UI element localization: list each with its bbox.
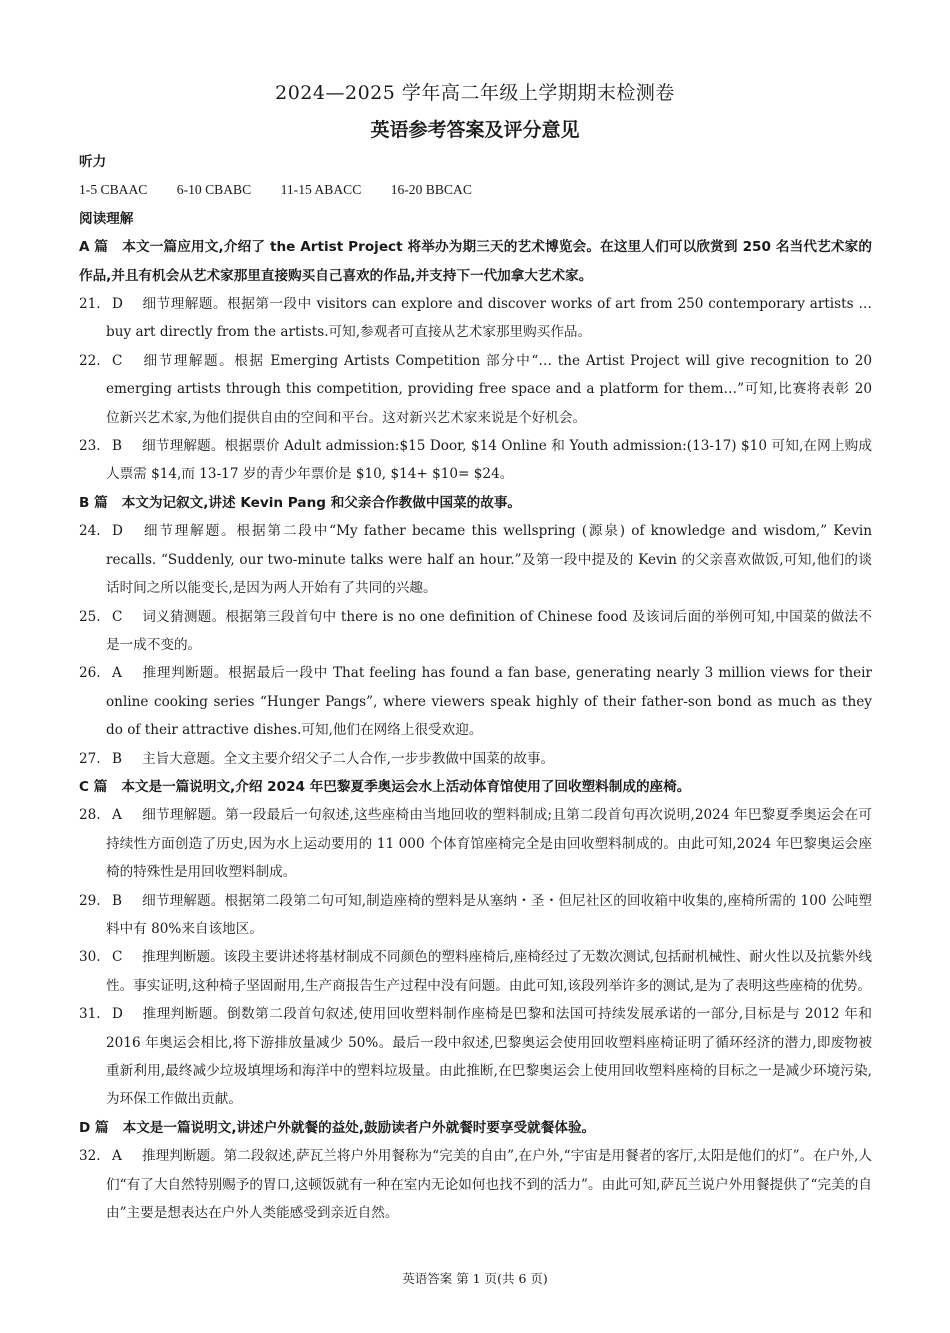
question-number: 27.	[79, 750, 101, 767]
explanation: 细节理解题。根据第二段第二句可知,制造座椅的塑料是从塞纳・圣・但尼社区的回收箱中收集的,座椅所需的 100 公吨塑料中有 80%来自该地区。	[106, 892, 872, 937]
listening-group: 16-20 BBCAC	[390, 182, 472, 198]
page-footer: 英语答案 第 1 页(共 6 页)	[402, 1271, 548, 1286]
explanation: 细节理解题。根据第一段中 visitors can explore and discover works of art from 250 contemporary artists … buy art directly from the artists.可知,参观者可直接从艺术家那里购买作品。	[106, 296, 872, 341]
answer-key: C	[112, 608, 123, 625]
question-number: 23.	[79, 438, 101, 455]
explanation: 细节理解题。根据 Emerging Artists Competition 部分中“… the Artist Project will give recognition to 20 emerging artists through this competition, providing free space and a platform for them…”可知,比赛将表彰 20 位新兴艺术家,为他们提供自由的空间和平台。这对新兴艺术家来说是个好机会。	[106, 352, 872, 426]
answer-key: A	[112, 807, 122, 824]
listening-heading: 听力	[79, 154, 107, 170]
passage-b-intro	[79, 489, 872, 517]
explanation: 推理判断题。根据最后一段中 That feeling has found a fan base, generating nearly 3 million views for their online cooking series “Hunger Pangs”, where viewers speak highly of their father-son bond as much as they do of their attractive dishes.可知,他们在网络上很受欢迎。	[106, 665, 872, 739]
answer-item	[79, 1142, 872, 1227]
passage-label: D 篇	[79, 1119, 109, 1136]
answer-key: D	[112, 1006, 123, 1023]
question-number: 31.	[79, 1006, 101, 1023]
answer-item	[79, 1000, 872, 1114]
answer-key: B	[112, 892, 122, 909]
answer-item	[79, 659, 872, 744]
answer-key: B	[112, 750, 122, 767]
answer-key: A	[112, 1148, 122, 1165]
question-number: 32.	[79, 1148, 101, 1165]
passage-d-intro	[79, 1114, 872, 1142]
answer-key: C	[112, 352, 123, 369]
question-number: 21.	[79, 296, 101, 313]
question-number: 28.	[79, 807, 101, 824]
passage-label: C 篇	[79, 778, 108, 795]
answer-item	[79, 801, 872, 886]
listening-group: 11-15 ABACC	[280, 182, 362, 198]
passage-summary: 本文是一篇说明文,介绍 2024 年巴黎夏季奥运会水上活动体育馆使用了回收塑料制成的座椅。	[121, 778, 691, 795]
listening-answers	[79, 176, 872, 204]
explanation: 主旨大意题。全文主要介绍父子二人合作,一步步教做中国菜的故事。	[142, 750, 555, 767]
answer-key: B	[112, 438, 122, 455]
passage-label: B 篇	[79, 494, 108, 511]
question-number: 30.	[79, 949, 101, 966]
answer-key: A	[112, 665, 122, 682]
passage-c-intro	[79, 773, 872, 801]
answer-item	[79, 517, 872, 602]
listening-group: 1-5 CBAAC	[79, 182, 148, 198]
explanation: 细节理解题。根据第二段中“My father became this wellspring (源泉) of knowledge and wisdom,” Kevin recalls. “Suddenly, our two-minute talks were half an hour.”及第一段中提及的 Kevin 的父亲喜欢做饭,可知,他们的谈话时间之所以能变长,是因为两人开始有了共同的兴趣。	[106, 523, 872, 597]
answer-item	[79, 603, 872, 660]
answer-item	[79, 887, 872, 944]
answer-item	[79, 347, 872, 432]
explanation: 细节理解题。第一段最后一句叙述,这些座椅由当地回收的塑料制成;且第二段首句再次说明,2024 年巴黎夏季奥运会在可持续性方面创造了历史,因为水上运动要用的 11 000 个体育馆座椅完全是由回收塑料制成的。由此可知,2024 年巴黎奥运会座椅的特殊性是用回收塑料制成。	[106, 807, 872, 881]
passage-label: A 篇	[79, 239, 109, 256]
reading-heading: 阅读理解	[79, 210, 134, 227]
answer-item	[79, 432, 872, 489]
page-subtitle: 英语参考答案及评分意见	[370, 119, 580, 141]
question-number: 25.	[79, 608, 101, 625]
answer-key: C	[112, 949, 123, 966]
explanation: 推理判断题。第二段叙述,萨瓦兰将户外用餐称为“完美的自由”,在户外,“宇宙是用餐者的客厅,太阳是他们的灯”。在户外,人们“有了大自然特别赐予的胃口,这顿饭就有一种在室内无论如何也找不到的活力”。由此可知,萨瓦兰说户外用餐提供了“完美的自由”主要是想表达在户外人类能感受到亲近自然。	[106, 1148, 872, 1222]
question-number: 26.	[79, 665, 101, 682]
passage-summary: 本文一篇应用文,介绍了 the Artist Project 将举办为期三天的艺术博览会。在这里人们可以欣赏到 250 名当代艺术家的作品,并且有机会从艺术家那里直接购买自己喜欢的作品,并支持下一代加拿大艺术家。	[79, 239, 872, 284]
passage-a-intro	[79, 233, 872, 290]
passage-summary: 本文为记叙文,讲述 Kevin Pang 和父亲合作教做中国菜的故事。	[121, 494, 522, 511]
explanation: 细节理解题。根据票价 Adult admission:$15 Door, $14 Online 和 Youth admission:(13-17) $10 可知,在网上购成人票需 $14,而 13-17 岁的青少年票价是 $10, $14+ $10= $24。	[106, 438, 872, 483]
question-number: 22.	[79, 352, 101, 369]
answer-item	[79, 745, 872, 773]
answer-item	[79, 943, 872, 1000]
question-number: 29.	[79, 892, 101, 909]
content-body	[79, 148, 872, 1227]
answer-key: D	[112, 296, 123, 313]
question-number: 24.	[79, 523, 101, 540]
passage-summary: 本文是一篇说明文,讲述户外就餐的益处,鼓励读者户外就餐时要享受就餐体验。	[122, 1119, 596, 1136]
listening-group: 6-10 CBABC	[176, 182, 252, 198]
explanation: 推理判断题。倒数第二段首句叙述,使用回收塑料制作座椅是巴黎和法国可持续发展承诺的一部分,目标是与 2012 年和 2016 年奥运会相比,将下游排放量减少 50%。最后一段中叙述,巴黎奥运会使用回收塑料座椅证明了循环经济的潜力,即废物被重新利用,最终减少垃圾填埋场和海洋中的塑料垃圾量。由此推断,在巴黎奥运会上使用回收塑料座椅的目标之一是减少环境污染,为环保工作做出贡献。	[106, 1006, 872, 1108]
explanation: 词义猜测题。根据第三段首句中 there is no one definition of Chinese food 及该词后面的举例可知,中国菜的做法不是一成不变的。	[106, 608, 872, 653]
answer-item	[79, 290, 872, 347]
answer-key: D	[112, 523, 123, 540]
explanation: 推理判断题。该段主要讲述将基材制成不同颜色的塑料座椅后,座椅经过了无数次测试,包括耐机械性、耐火性以及抗紫外线性。事实证明,这种椅子坚固耐用,生产商报告生产过程中没有问题。由此可知,该段列举许多的测试,是为了表明这些座椅的优势。	[106, 949, 872, 994]
page-title: 2024—2025 学年高二年级上学期期末检测卷	[275, 82, 675, 104]
